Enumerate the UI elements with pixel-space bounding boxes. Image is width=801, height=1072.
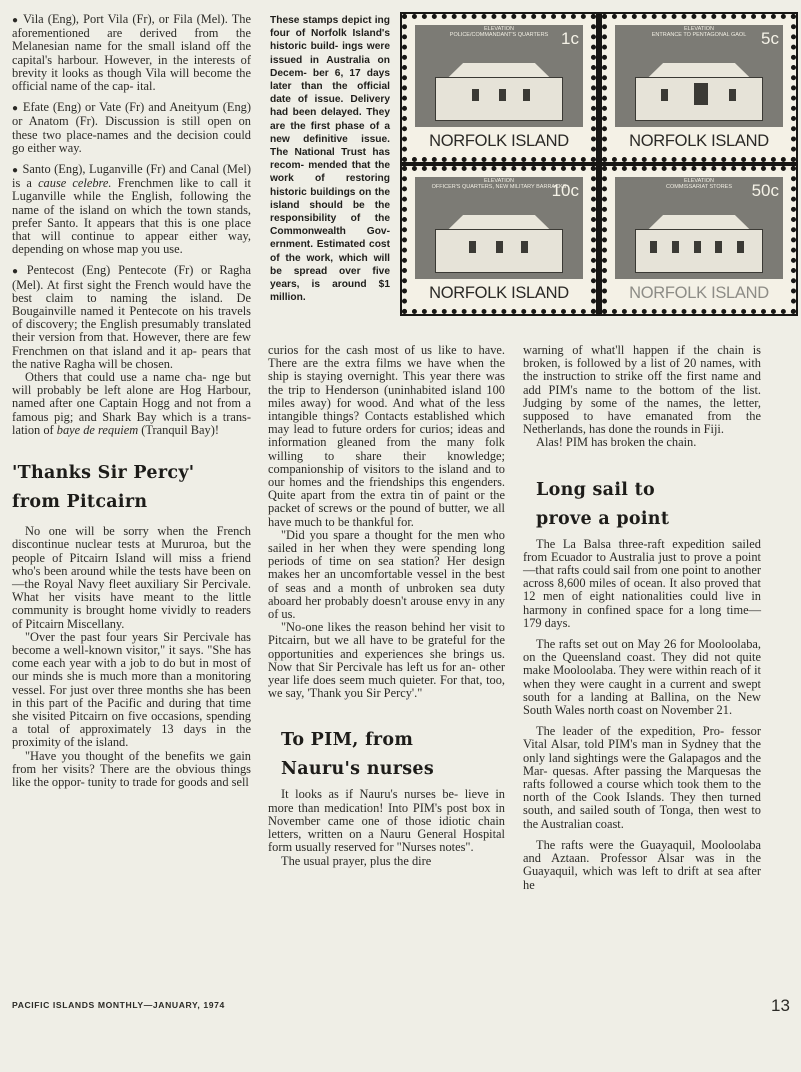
paragraph-text: (Tranquil Bay)! [138,422,219,437]
paragraph-santo [12,163,251,256]
paragraph-text: Efate (Eng) or Vate (Fr) and Aneityum (Eng) or Anatom (Fr). Discussion is still open on these two place-names and the decision could go either way. [12,100,252,155]
stamp-elevation-label: ELEVATION COMMISSARIAT STORES [665,178,733,190]
paragraph: Alas! PIM has broken the chain. [536,435,697,450]
stamp-caption: These stamps depict ing four of Norfolk Island's historic build- ings were issued in Australia on Decem- ber 6, 17 days later than the official date of issue. Delivery had been delayed. They are the first phase of a new definitive issue. The National Trust has recom- mended that the work of restoring historic buildings on the island should be the responsibility of the Commonwealth Gov- ernment. Estimated cost of the work, which will be spread over five years, is around $1 million. [270,15,390,304]
column-3 [523,344,761,892]
publication-footer: PACIFIC ISLANDS MONTHLY—JANUARY, 1974 [12,1000,225,1010]
paragraph: The rafts were the Guayaquil, Mooloolaba and Aztaan. Professor Alsar was in the Guayaquil, which was left to drift at sea after he [523,837,761,892]
headline-naurus-nurses: Nauru's nurses [281,759,435,780]
stamps-image [400,12,798,316]
paragraph-text: Pentecost (Eng) Pentecote (Fr) or Ragha (Mel). At first sight the French would have the best claim to naming the island. De Bougainville named it Pentecote on his travels of discovery; the English presumably translated their version from that. However, there are few Frenchmen on that island and it ap- pears that the native Ragha will be chosen. [12,263,251,371]
paragraph-text: Santo (Eng), Luganville (Fr) and Canal (Mel) is a [12,162,251,191]
paragraph: warning of what'll happen if the chain is broken, is followed by a list of 20 names, with the instruction to strike off the first name and add PIM's name to the bottom of the list. Judging by some of the names, the letter, supposed to have emanated from the Netherlands, has done the rounds in Fiji. [523,343,761,437]
stamp-elevation-label: ELEVATION ENTRANCE TO PENTAGONAL GAOL [651,26,747,38]
paragraph: The La Balsa three-raft expedition sailed from Ecuador to Australia just to prove a point—that rafts could sail from one point to another across 8,600 miles of ocean. It also proved that 12 men of eight nationalities could live in harmony in confined space for a long time—179 days. [523,536,761,630]
paragraph: It looks as if Nauru's nurses be- lieve in more than medication! Into PIM's post box in November came one of those idiotic chain letters, written on a Nauru General Hospital form usually reserved for "Nurses notes". [268,787,505,855]
paragraph-pentecost [12,264,251,371]
stamp-1c [402,14,596,162]
paragraph: "No-one likes the reason behind her visit to Pitcairn, but we all have to be grateful for the opportunities and experiences she brings us. Now that Sir Percivale has left us for an- other year life does seem much quieter. For that, too, we say, 'Thank you Sir Percy'." [268,620,505,701]
stamp-elevation-label: ELEVATION OFFICER'S QUARTERS, NEW MILITARY BARRACKS [431,178,567,190]
paragraph: The usual prayer, plus the dire [281,853,432,868]
stamp-value: 1c [561,29,579,48]
paragraph-text: Others that could use a name cha- nge but will probably be left alone are Hog Harbour, named after one Captain Hogg and not from a famous pig; and Shark Bay which is a trans- lation of [12,370,251,437]
paragraph-others [12,371,251,437]
page-number: 13 [771,996,790,1015]
column-2 [268,344,505,868]
stamp-elevation-label: ELEVATION POLICE/COMMANDANT'S QUARTERS [449,26,549,38]
stamp-country: NORFOLK ISLAND [629,284,769,302]
headline-from-pitcairn: from Pitcairn [12,492,148,513]
paragraph-vila [12,13,251,93]
stamp-country: NORFOLK ISLAND [629,132,769,150]
stamp-50c [602,166,796,314]
italic-phrase: baye de requiem [56,422,139,437]
stamp-10c [402,166,596,314]
column-1 [12,13,251,789]
bullet-icon: ● [12,165,19,177]
paragraph: No one will be sorry when the French discontinue nuclear tests at Mururoa, but the people of Pitcairn Island will miss a friend who's been around while the tests have been on —the Royal Navy fleet auxiliary Sir Percivale. What her visits have meant to the little community is brought home vividly to readers of Pitcairn Miscellany. [12,524,251,631]
stamp-value: 50c [751,181,779,200]
stamp-value: 5c [761,29,779,48]
paragraph: The leader of the expedition, Pro- fessor Vital Alsar, told PIM's man in Sydney that the only land sightings were the Galapagos and the Mar- quesas. After passing the Marquesas the rafts followed a course which took them to the north of the Cook Islands. They then turned south, and sailed south of Tonga, then west to the Australian coast. [523,724,761,831]
building-illustration [631,63,767,121]
headline-to-pim: To PIM, from [281,730,414,751]
paragraph-text: Frenchmen like to call it Luganville while the English, following the name of the island on which the town stands, prefer Santo. It appears that this is one place that will continue to appear either way, depending on whose map you use. [12,176,252,257]
stamp-5c [602,14,796,162]
stamp-country: NORFOLK ISLAND [429,284,569,302]
headline-thanks-sir-percy: 'Thanks Sir Percy' [12,463,195,484]
building-illustration [431,215,567,273]
italic-phrase: cause celebre. [38,176,112,191]
paragraph: curios for the cash most of us like to have. There are the extra films we have when the ship is staying overnight. This year there was the trip to Henderson (uninhabited island 100 miles away) for wood. And what of the less intangible things? Contacts established which may lead to future orders for curios; ideas and information gleaned from the many folk willing to share their knowledge; companionship of visitors to the island and to our homes and the friendships this engenders. Quite apart from the extra tin of paint or the packet of screws or the pound of butter, we all have much to be thankful for. [268,343,505,529]
building-illustration [631,215,767,273]
headline-prove-a-point: prove a point [536,508,670,529]
paragraph-text: Vila (Eng), Port Vila (Fr), or Fila (Mel). The aforementioned are derived from the Melanesian name for the small island off the capital's harbour. However, in the interests of brevity it looks as though Vila will become the official name of the cap- ital. [12,12,252,94]
paragraph: "Did you spare a thought for the men who sailed in her when they were spending long periods of time on sea station? Her design makes her an uncomfortable vessel in the best of seas and a month of unbroken sea duty aboard her probably doesn't arouse envy in any of us. [268,527,505,622]
paragraph: The rafts set out on May 26 for Mooloolaba, on the Queensland coast. They did not quite make Mooloolaba. They were within reach of it when they were caught in a current and swept south for a landing at Ballina, on the New South Wales north coast on November 21. [523,637,761,718]
building-illustration [431,63,567,121]
paragraph: "Have you thought of the benefits we gain from her visits? There are the obvious things like the oppor- tunity to trade for goods and sell [12,748,251,789]
paragraph-efate [12,101,251,155]
paragraph: "Over the past four years Sir Percivale has become a well-known visitor," it says. "She has come each year with a job to do but in most of our minds she is much more than a monitoring vessel. For just over three months she has been in this part of the Pacific and during that time she visited Pitcairn on five occasions, spending a total of approximately 13 days in the proximity of the island. [12,629,251,750]
headline-long-sail: Long sail to [536,479,655,500]
stamp-value: 10c [551,181,579,200]
bullet-icon: ● [12,15,20,26]
bullet-icon: ● [12,103,19,115]
bullet-icon: ● [12,266,23,278]
stamp-country: NORFOLK ISLAND [429,132,569,150]
